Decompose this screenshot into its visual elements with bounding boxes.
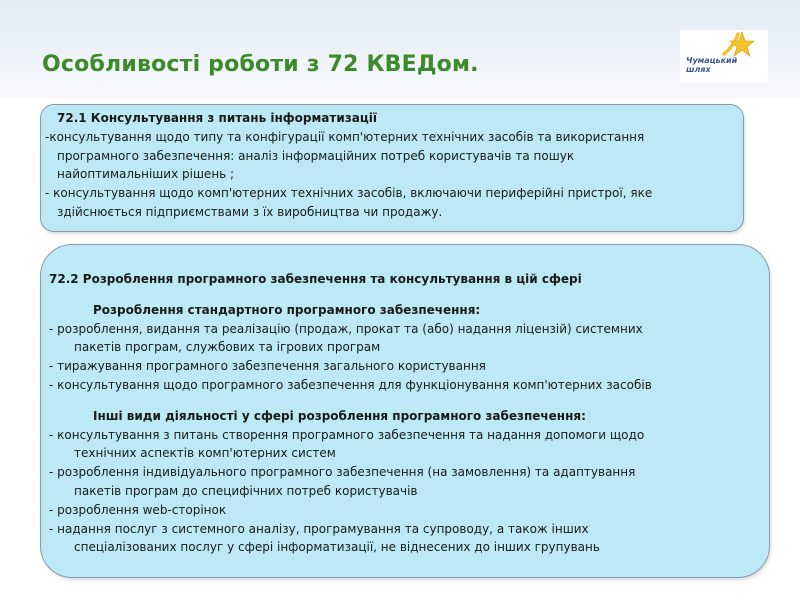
list-item: - консультування з питань створення програмного забезпечення та надання допомоги щодо [49, 427, 645, 442]
list-item: - розроблення web-сторінок [49, 502, 227, 517]
list-item: - надання послуг з системного аналізу, програмування та супроводу, а також інших [49, 521, 589, 536]
section-72-1-box [40, 104, 744, 232]
list-item: - тиражування програмного забезпечення загального користування [49, 359, 486, 374]
subheading-other-activities: Інші види діяльності у сфері розроблення програмного забезпечення: [93, 408, 586, 423]
list-item-continuation: пакетів програм до специфічних потреб користувачів [74, 483, 418, 498]
list-item-continuation: технічних аспектів комп'ютерних систем [74, 446, 336, 461]
list-item-continuation: програмного забезпечення: аналіз інформаційних потреб користувачів та пошук [57, 148, 575, 163]
list-item-continuation: пакетів програм, службових та ігрових програм [74, 340, 381, 355]
list-item: - консультування щодо комп'ютерних технічних засобів, включаючи периферійні пристрої, яке [45, 186, 653, 201]
section-72-1-heading: 72.1 Консультування з питань інформатизації [57, 111, 377, 125]
section-72-2-heading: 72.2 Розроблення програмного забезпечення та консультування в цій сфері [49, 272, 582, 286]
slide-title: Особливості роботи з 72 КВЕДом. [42, 52, 479, 77]
list-item-continuation: спеціалізованих послуг у сфері інформатизації, не віднесених до інших групувань [74, 540, 600, 555]
list-item-continuation: найоптимальніших рішень ; [57, 167, 235, 182]
company-logo [680, 30, 768, 82]
list-item-continuation: здійснюється підприємствами з їх виробництва чи продажу. [57, 204, 443, 219]
list-item: - розроблення індивідуального програмного забезпечення (на замовлення) та адаптування [49, 465, 636, 480]
subheading-standard-software: Розроблення стандартного програмного забезпечення: [93, 302, 481, 317]
logo-text: Чумацький шлях [686, 56, 738, 74]
list-item: - розроблення, видання та реалізацію (продаж, прокат та (або) надання ліцензій) системних [49, 321, 643, 336]
section-72-2-box [40, 244, 770, 578]
list-item: - консультування щодо програмного забезпечення для функціонування комп'ютерних засобів [49, 377, 652, 392]
list-item: -консультування щодо типу та конфігурації комп'ютерних технічних засобів та використання [45, 129, 645, 144]
